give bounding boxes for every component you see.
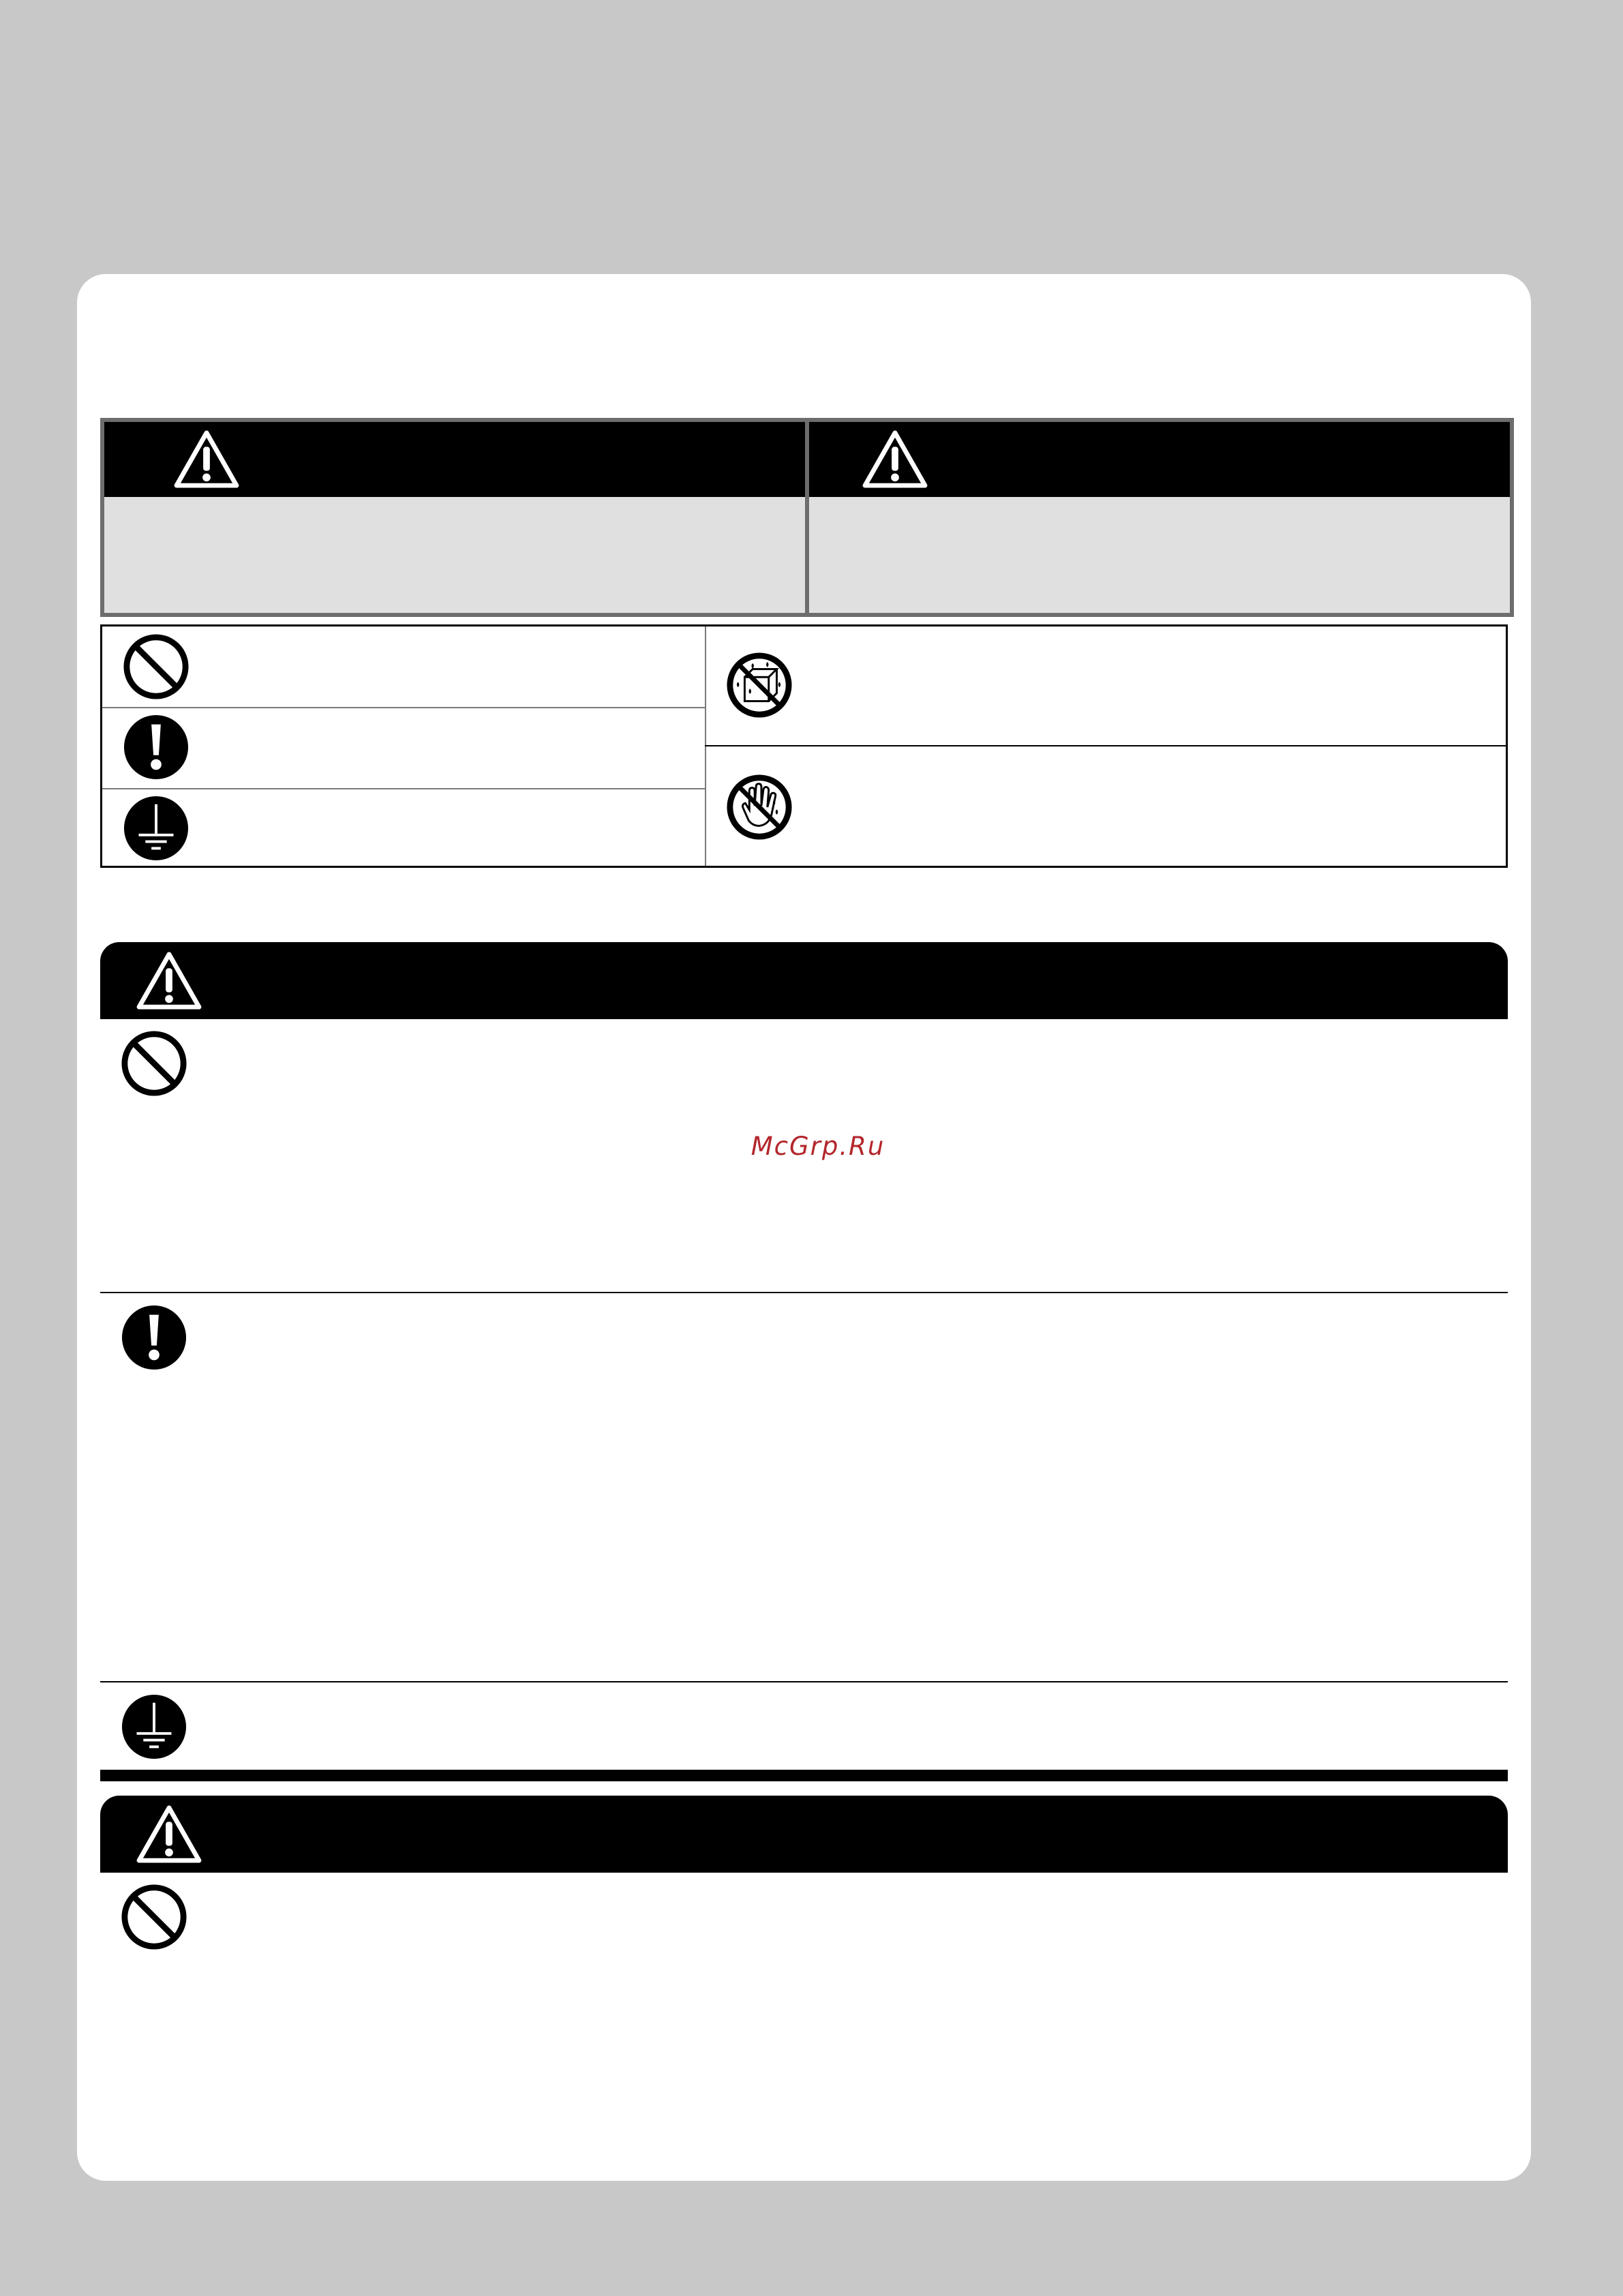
row-divider [100,1292,1508,1293]
prohibition-icon [123,633,189,700]
mandatory-icon [123,714,189,781]
warning-triangle-icon [173,429,240,489]
warning-section-header [100,942,1508,1019]
table-divider [705,745,1508,746]
signal-word-legend [100,418,1514,617]
ground-icon [123,795,189,862]
warning-triangle-icon [136,951,202,1011]
mandatory-icon [121,1304,187,1371]
prohibition-icon [121,1884,187,1950]
warning-triangle-icon [862,429,928,489]
no-wet-hands-icon [726,774,793,841]
symbol-legend-table [100,624,1508,868]
no-water-icon [726,652,793,719]
warning-triangle-icon [136,1804,202,1864]
legend-header [809,422,1510,497]
prohibition-icon [121,1030,187,1097]
legend-column-warning [104,422,805,613]
legend-body [809,497,1510,613]
legend-column-caution [809,422,1510,613]
watermark: McGrp.Ru [750,1132,885,1161]
section-divider [100,1770,1508,1781]
table-divider [102,788,705,789]
caution-section-header [100,1796,1508,1873]
legend-body [104,497,805,613]
ground-icon [121,1693,187,1760]
table-divider [102,707,705,708]
legend-header [104,422,805,497]
row-divider [100,1681,1508,1682]
